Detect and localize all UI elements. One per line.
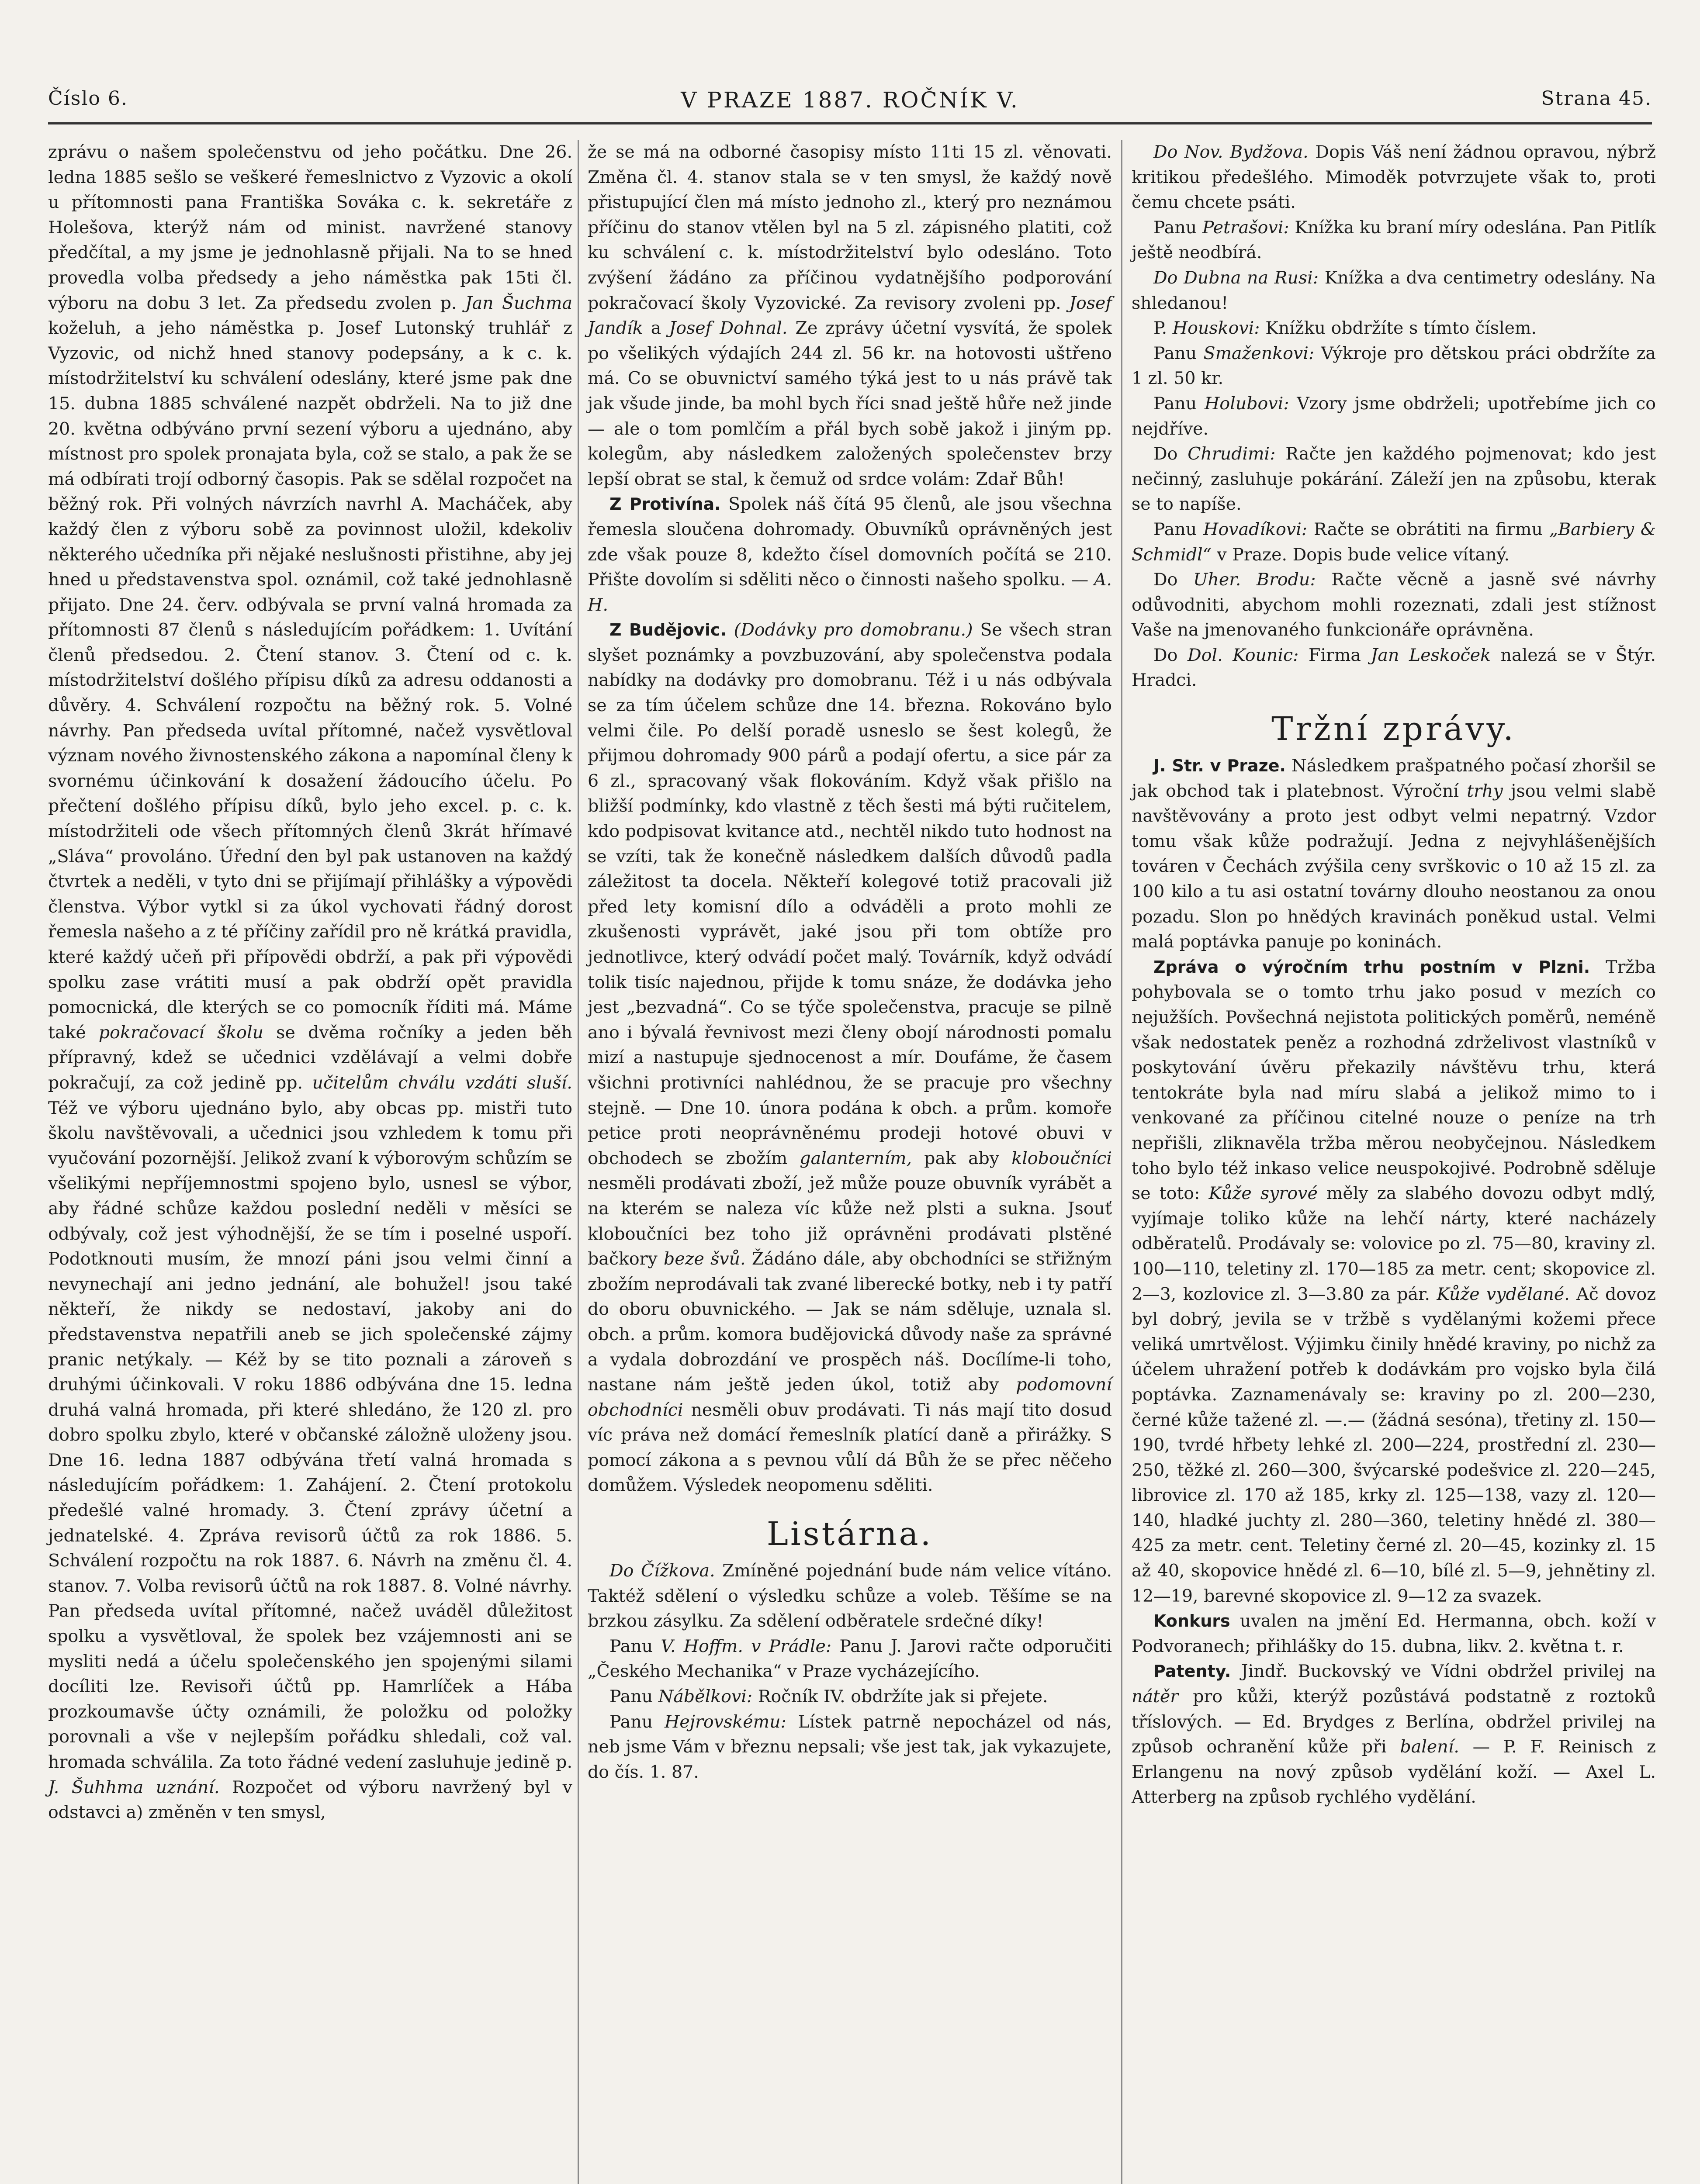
issue-number: Číslo 6. [48,87,128,110]
letter-entry: Panu Nábělkovi: Ročník IV. obdržíte jak si přejete. [609,1686,1048,1707]
report-vyzovice: zprávu o našem společenstvu od jeho počátku. Dne 26. ledna 1885 sešlo se veškeré řemeslnictvo z Vyzovic a okolí u přítomnosti pana Františka Sováka c. k. sekretáře z Holešova, kterýž nám od minist. navržené stanovy předčítal, a my jsme je jednohlasně přijali. Na to se hned provedla volba předsedy a jeho náměstka pak 15ti čl. výboru na dobu 3 let. Za předsedu zvolen p. Jan Šuchma koželuh, a jeho náměstka p. Josef Lutonský truhlář z Vyzovic, od nichž hned stanovy podepsány, a k c. k. místodržitelství ku schválení odeslány, které jsme pak dne 15. dubna 1885 schválené nazpět obdrželi. Na to již dne 20. května odbýváno první sezení výboru a ujednáno, aby místnost pro spolek pronajata byla, což se stalo, a pak že se má odbírati trojí odborný časopis. Pak se sdělal rozpočet na běžný rok. Při volných návrzích navrhl A. Macháček, aby každý člen z výboru sobě za povinnost uložil, kdekoliv některého učedníka při nějaké neslušnosti přistihne, aby jej hned u představenstva spol. oznámil, což také jednohlasně přijato. Dne 24. červ. odbývala se první valná hromada za přítomnosti 87 členů s následujícím pořádkem: 1. Uvítání členů předsedou. 2. Čtení stanov. 3. Čtení od c. k. místodržitelství došlého přípisu díků za adresu oddanosti a důvěry. 4. Schválení rozpočtu na běžný rok. 5. Volné návrhy. Pan předseda uvítal přítomné, načež vysvětloval význam nového živnostenského zákona a napomínal členy k svornému účinkování k dosažení žádoucího účelu. Po přečtení došlého přípisu díků, bylo jeho excel. p. c. k. místodržiteli ode všech přítomných členů 3krát hřímavé „Sláva“ provoláno. Úřední den byl pak ustanoven na každý čtvrtek a neděli, v tyto dni se přijímají přihlášky a výpovědi členstva. Výbor vytkl si za úkol vychovati řádný dorost řemesla našeho a z té příčiny zařídil pro ně krátká pravidla, které každý učeň při přípovědi obdrží, a pak při výpovědi spolku zase vrátiti musí a pak obdrží opět pravidla pomocnická, dle kterých se co pomocník říditi má. Máme také pokračovací školu se dvěma ročníky a jeden běh přípravný, kdež se učednici vzdělávají a velmi dobře pokračují, za což jedině pp. učitelům chválu vzdáti sluší. Též ve výboru ujednáno bylo, aby obcas pp. mistři tuto školu navštěvovali, a učednici jsou vzhledem k tomu při vyučování pozornější. Jelikož zvaní k výborovým schůzím se všelikými nepříjemnostmi spojeno bylo, usnesl se výbor, aby řádné schůze každou poslední neděli v měsíci se odbývaly, což jest výhodnější, že se tím i poselné uspoří. Podotknouti musím, že mnozí páni jsou velmi činní a nevynechají ani jedno jednání, ale bohužel! jsou také někteří, že nikdy se nedostaví, jakoby ani do představenstva nepatřili aneb se jich společenské zájmy pranic netýkaly. — Kéž by se tito poznali a zároveň s druhými účinkovali. V roku 1886 odbývána dne 15. ledna druhá valná hromada, při které shledáno, že 120 zl. pro dobro spolku zbylo, které v občanské záložně uloženy jsou. Dne 16. ledna 1887 odbývána třetí valná hromada s následujícím pořádkem: 1. Zahájení. 2. Čtení protokolu předešlé valné hromady. 3. Čtení zprávy účetní a jednatelské. 4. Zpráva revisorů účtů za rok 1886. 5. Schválení rozpočtu na rok 1887. 6. Návrh na změnu čl. 4. stanov. 7. Volba revisorů účtů na rok 1887. 8. Volné návrhy. Pan předseda uvítal přítomné, načež uváděl důležitost spolku a vysvětloval, že spolek bez vzájemnosti ani se mysliti nedá a účelu společenského jen spojenými silami docíliti lze. Revisoři účtů pp. Hamrlíček a Hába prozkoumavše účty oznámili, že položku od položky porovnali a vše v nejlepším pořádku shledali, což val. hromada schválila. Za toto řádné vedení zasluhuje jedině p. J. Šuhhma uznání. Rozpočet od výboru navržený byl v odstavci a) změněn v ten smysl, [48,142,572,1823]
letter-entry: Do Nov. Bydžova. Dopis Váš není žádnou opravou, nýbrž kritikou předešlého. Mimoděk potvrzujete však to, proti čemu chcete psáti. [1132,142,1656,213]
letter-entry: Panu Smaženkovi: Výkroje pro dětskou práci obdržíte za 1 zl. 50 kr. [1132,343,1656,389]
page-number: Strana 45. [1541,87,1652,110]
emphasis: pokračovací školu [98,1022,264,1043]
letter-entry: Do Čížkova. Zmíněné pojednání bude nám velice vítáno. Taktéž sdělení o výsledku schůze a voleb. Těšíme se na brzkou zásylku. Za sdělení odběratele srdečné díky! [588,1561,1112,1631]
report-protivin: Z Protivína. Spolek náš čítá 95 členů, ale jsou všechna řemesla sloučena dohromady. Obuvníků oprávněných jest zde však pouze 8, kdežto čísel domovních počítá se 210. Přište dovolím si sděliti něco o činnosti našeho spolku. — A. H. [588,494,1112,615]
publication-place-year: V PRAZE 1887. ROČNÍK V. [681,87,1019,113]
patents-notice: Patenty. Jindř. Buckovský ve Vídni obdržel privilej na nátěr pro kůži, kterýž pozůstává podstatně z roztoků tříslových. — Ed. Brydges z Berlína, obdržel privilej na způsob ochranění kůže při balení. — P. F. Reinisch z Erlangenu na nový způsob vydělání koží. — Axel L. Atterberg na způsob rychlého vydělání. [1132,1661,1656,1807]
column-1 [48,140,572,1825]
section-head: Z Budějovic. [609,620,727,640]
letter-entry: Do Dubna na Rusi: Knížka a dva centimetry odeslány. Na shledanou! [1132,267,1656,313]
letter-entry: Panu Hejrovskému: Lístek patrně nepocházel od nás, neb jsme Vám v březnu nepsali; vše jest tak, jak vykazujete, do čís. 1. 87. [588,1711,1112,1782]
column-divider [1121,140,1122,2184]
bankruptcy-notice: Konkurs uvalen na jmění Ed. Hermanna, obch. koží v Podvoranech; přihlášky do 15. dubna, likv. 2. května t. r. [1132,1611,1656,1656]
letter-entry: P. Houskovi: Knížku obdržíte s tímto číslem. [1153,318,1537,339]
signature: A. H. [588,570,1112,615]
report-budejovice: Z Budějovic. (Dodávky pro domobranu.) Se všech stran slyšet poznámky a povzbuzování, aby společenstva podala nabídky na dodávky pro domobranu. Též i u nás odbývala se za tím účelem schůze dne 14. března. Rokováno bylo velmi čile. Po delší poradě usneslo se šest kolegů, že přijmou dohromady 900 párů a podají ofertu, a sice pár za 6 zl., spracovaný však flokováním. Když však přišlo na bližší podmínky, kdo vlastně z těch šesti má býti ručitelem, kdo podpisovat kvitance atd., nechtěl nikdo tuto hodnost na se vzíti, tak že konečně následkem dalších důvodů padla záležitost ta docela. Někteří kolegové totiž pracovali již před lety komisní dílo a odváděli a proto mohli ze zkušenosti vyprávět, jaké jsou při tom obtíže pro jednotlivce, který odvádí počet malý. Továrník, když odvádí tolik tisíc najednou, přijde k tomu snáze, že dodávka jeho jest „bezvadná“. Co se týče společenstva, pracuje se pilně ano i bývalá řevnivost mezi členy obojí národnosti pomalu mizí a nastupuje sjednocenost a mír. Doufáme, že časem všichni protivníci nahlédnou, že se pracuje pro všechny stejně. — Dne 10. února podána k obch. a prům. komoře petice proti neoprávněnému prodeji hotové obuvi v obchodech se zbožím galanterním, pak aby kloboučníci nesměli prodávati zboží, jež může pouze obuvník vyrábět a na kterém se naleza víc kůže než plsti a sukna. Jsouť kloboučníci bez toho již oprávněni prodávati plstěné bačkory beze švů. Žádáno dále, aby obchodníci se střižným zbožím neprodávali tak zvané liberecké botky, neb i ty patří do oboru obuvnického. — Jak se nám sděluje, uznala sl. obch. a prům. komora budějovická důvody naše za správné a vydala dobrozdání ve prospěch náš. Docílíme-li toho, nastane nám ještě jeden úkol, totiž aby podomovní obchodníci nesměli obuv prodávati. Ti nás mají tito dosud víc práva než domácí řemeslník platící daně a přirážky. S pomocí zákona a s pevnou vůlí dá Bůh že se přec něčeho domůžem. Výsledek neopomenu sděliti. [588,620,1112,1496]
letter-entry: Do Dol. Kounic: Firma Jan Leskoček nalezá se v Štýr. Hradci. [1132,645,1656,691]
column-2 [588,140,1112,1785]
page-header [48,83,1652,118]
emphasis: J. Šuhhma uznání. [48,1777,220,1797]
letter-entry: Do Uher. Brodu: Račte věcně a jasně své návrhy odůvodniti, abychom mohli rozeznati, zdali jest stížnost Vaše na jmenovaného funkcionáře oprávněna. [1132,570,1656,640]
name-emphasis: Jan Šuchma [465,293,572,313]
section-head: Z Protivína. [609,494,721,514]
emphasis: učitelům chválu vzdáti sluší. [312,1072,572,1093]
letter-entry: Do Chrudimi: Račte jen každého pojmenovat; kdo jest nečinný, zasluhuje pokárání. Záleží jen na způsobu, kterak se to napíše. [1132,444,1656,515]
report-vyzovice-cont: že se má na odborné časopisy místo 11ti 15 zl. věnovati. Změna čl. 4. stanov stala se v ten smysl, že každý nově přistupující člen má místo jednoho zl., který pro neznámou příčinu do stanov vtělen byl na 5 zl. zápisného platiti, což ku schválení c. k. místodržitelství bylo odesláno. Toto zvýšení žádáno za příčinou vydatnějšího podporování pokračovací školy Vyzovické. Za revisory zvoleni pp. Josef Jandík a Josef Dohnal. Ze zprávy účetní vysvítá, že spolek po všelikých výdajích 244 zl. 56 kr. na hotovosti uštřeno má. Co se obuvnictví samého týká jest to u nás právě tak jak všude jinde, ba mohl bych říci snad ještě hůře než jinde — ale o tom pomlčím a přál bych sobě jakož i jiným pp. kolegům, aby následkem založených společenstev brzy lepší obrat se stal, k čemuž od srdce volám: Zdař Bůh! [588,142,1112,489]
letter-entry: Panu V. Hoffm. v Prádle: Panu J. Jarovi račte odporučiti „Českého Mechanika“ v Praze vycházejícího. [588,1636,1112,1682]
market-report-plzen: Zpráva o výročním trhu postním v Plzni. Tržba pohybovala se o tomto trhu jako posud v mezích co nejužších. Povšechná nejistota politických poměrů, neméně však nedostatek peněz a rozhodná zdrželivost vlastníků v poskytování úvěru překazily návštěvu trhu, která tentokráte byla nad míru slabá a jelikož mimo to i venkované za příčinou citelné nouze o peníze na trh nepřišli, zliknavěla tržba měrou neobyčejnou. Následkem toho bylo též inkaso velice neuspokojivé. Podrobně sděluje se toto: Kůže syrové měly za slabého dovozu odbyt mdlý, vyjímaje toliko kůže na lehčí nárty, které nacházely odběratelů. Prodávaly se: volovice po zl. 75—80, kraviny zl. 100—110, teletiny zl. 170—185 za metr. cent; skopovice zl. 2—3, kozlovice zl. 3—3.80 za pár. Kůže vydělané. Ač dovoz byl dobrý, jevila se v tržbě s vydělanými kožemi přece veliká umrtvělost. Výjimku činily hnědé kraviny, po nichž za účelem uhražení potřeb k dodávkám pro vojsko byla čilá poptávka. Zaznamenávaly se: kraviny po zl. 200—230, černé kůže tažené zl. —.— (žádná sesóna), třetiny zl. 150—190, tvrdé hřbety lehké zl. 200—224, prostřední zl. 230—250, těžké zl. 260—300, švýcarské podešvice zl. 220—245, librovice zl. 170 až 185, krky zl. 125—138, vazy zl. 120—140, hladké juchty zl. 280—360, teletiny hnědé zl. 380—425 za metr. cent. Teletiny černé zl. 20—45, kozinky zl. 15 až 40, skopovice hnědé zl. 6—10, bílé zl. 5—9, jehnětiny zl. 12—19, barevné skopovice zl. 9—12 za svazek. [1132,957,1656,1606]
letter-entry: Panu Petrašovi: Knížka ku braní míry odeslána. Pan Pitlík ještě neodbírá. [1132,217,1656,263]
letter-entry: Panu Hovadíkovi: Račte se obrátiti na firmu „Barbiery & Schmidl“ v Praze. Dopis bude velice vítaný. [1132,519,1656,565]
letter-entry: Panu Holubovi: Vzory jsme obdrželi; upotřebíme jich co nejdříve. [1132,393,1656,439]
section-title-listarna: Listárna. [766,1515,933,1553]
column-divider [578,140,579,2184]
column-3 [1132,140,1656,1810]
header-rule [48,122,1652,124]
market-report-prague: J. Str. v Praze. Následkem prašpatného počasí zhoršil se jak obchod tak i platebnost. Výroční trhy jsou velmi slabě navštěvovány a proto jest odbyt velmi nepatrný. Vzdor tomu však kůže podražují. Jedna z nejvyhlášenějších továren v Čechách zvýšila ceny svrškovic o 10 až 15 zl. za 100 kilo a tu asi ostatní továrny dlouho neostanou za onou pozadu. Slon po hnědých kravinách poněkud ustal. Velmi malá poptávka panuje po koninách. [1132,756,1656,952]
section-title-trzni-zpravy: Tržní zprávy. [1271,710,1516,748]
